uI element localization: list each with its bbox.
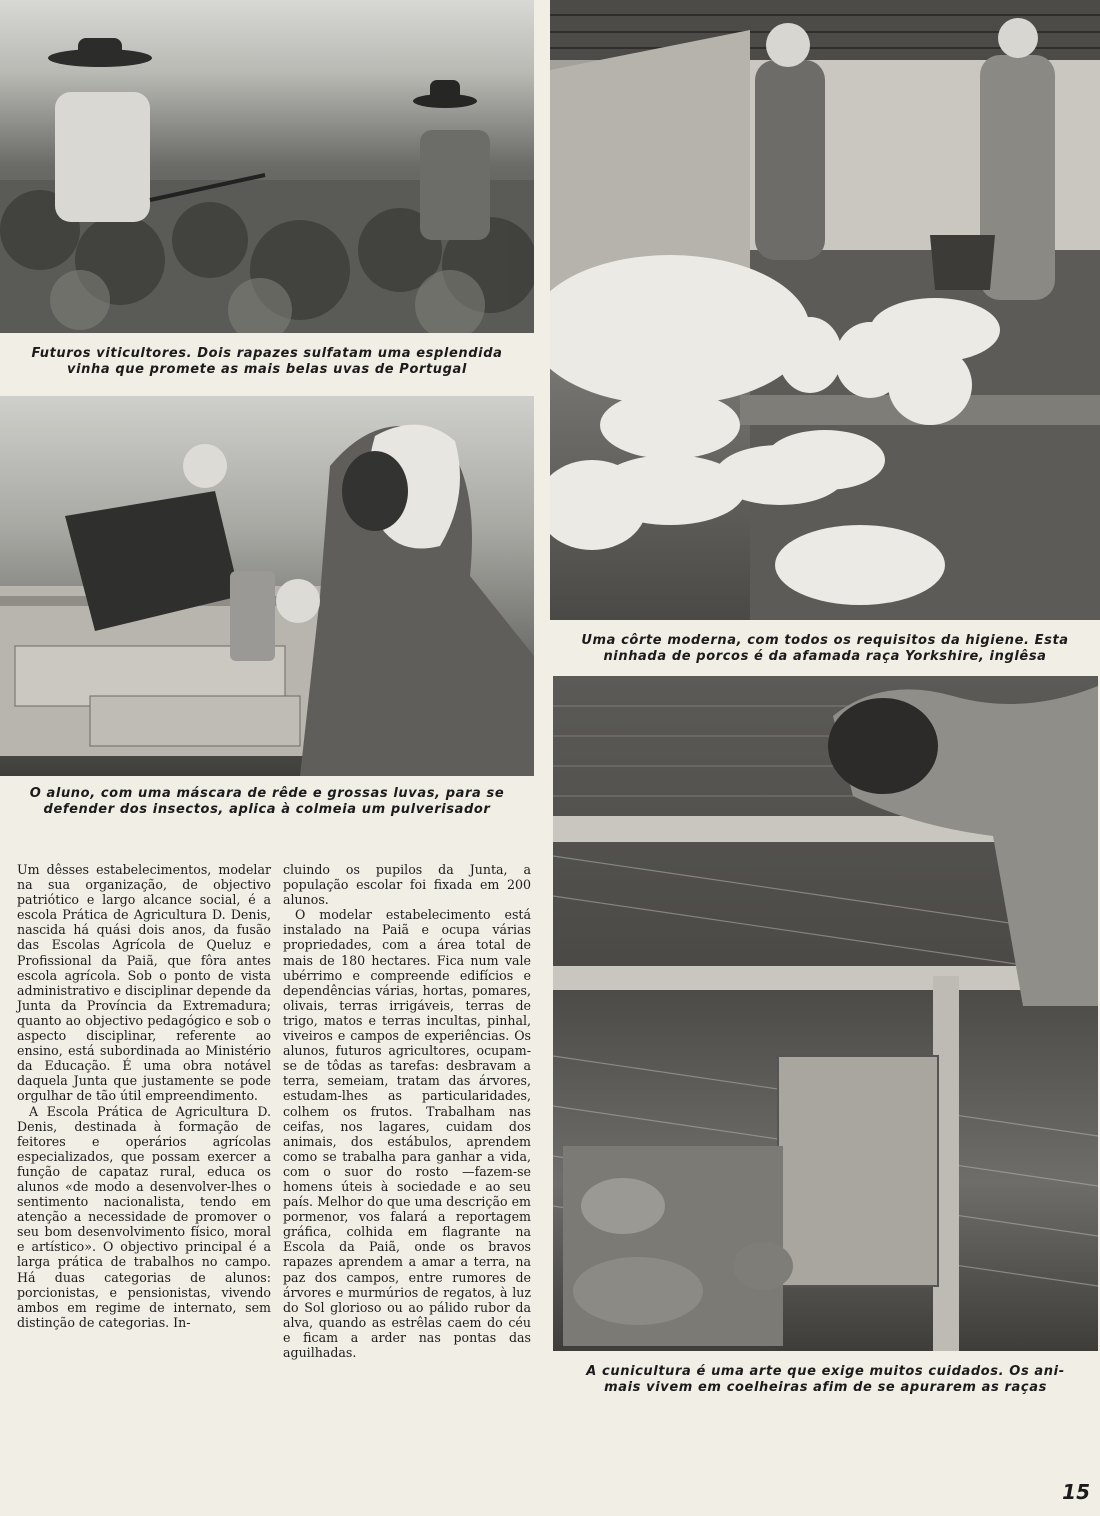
vineyard-illustration bbox=[0, 0, 534, 333]
article-column-1 bbox=[17, 862, 271, 1330]
article-column-2 bbox=[283, 862, 531, 1360]
pigs-illustration bbox=[550, 0, 1100, 620]
pigs-caption: Uma côrte moderna, com todos os requisitos da higiene. Esta ninhada de porcos é da afamada raça Yorkshire, inglêsa bbox=[581, 633, 1069, 664]
article-paragraph: O modelar estabelecimento está instalado na Paiã e ocupa várias propriedades, com a área total de mais de 180 hectares. Fica num vale ubérrimo e compreende edifícios e dependências várias, hortas, pomares, olivais, terras irrigáveis, terras de trigo, matos e terras incultas, pinhal, viveiros e campos de experiências. Os alunos, futuros agricultores, ocupam-se de tôdas as tarefas: desbravam a terra, semeiam, tratam das árvores, estudam-lhes as particularidades, colhem os frutos. Trabalham nas ceifas, nos lagares, cuidam dos animais, dos estábulos, aprendem como se trabalha para ganhar a vida, com o suor do rosto —fazem-se homens úteis à sociedade e ao seu país. Melhor do que uma descrição em pormenor, vos falará a reportagem gráfica, colhida em flagrante na Escola da Paiã, onde os bravos rapazes aprendem a amar a terra, na paz dos campos, entre rumores de árvores e murmúrios de regatos, à luz do Sol glorioso ou ao pálido rubor da alva, quando as estrêlas caem do céu e ficam a arder nas pontas das aguilhadas. bbox=[283, 907, 531, 1360]
rabbits-caption: A cunicultura é uma arte que exige muitos cuidados. Os ani- mais vivem em coelheiras afim de se apurarem as raças bbox=[586, 1364, 1065, 1395]
rabbits-illustration bbox=[553, 676, 1098, 1351]
article-paragraph: A Escola Prática de Agricultura D. Denis, destinada à formação de feitores e operários agrícolas especializados, que possam exercer a função de capataz rural, educa os alunos «de modo a desenvolver-lhes o sentimento nacionalista, tendo em atenção a necessidade de promover o seu bom desenvolvimento físico, moral e artístico». O objectivo principal é a larga prática de trabalhos no campo. Há duas categorias de alunos: porcionistas, e pensionistas, vivendo ambos em regime de internato, sem distinção de categorias. In- bbox=[17, 1103, 271, 1330]
beekeeping-photo bbox=[0, 396, 534, 776]
pigs-photo bbox=[550, 0, 1100, 620]
article-paragraph: cluindo os pupilos da Junta, a população escolar foi fixada em 200 alunos. bbox=[283, 862, 531, 908]
vineyard-photo bbox=[0, 0, 534, 333]
vineyard-caption: Futuros viticultores. Dois rapazes sulfatam uma esplendida vinha que promete as mais belas uvas de Portugal bbox=[31, 346, 503, 377]
article-paragraph: Um dêsses estabelecimentos, modelar na sua organização, de objectivo patriótico e largo alcance social, é a escola Prática de Agricultura D. Denis, nascida há quási dois anos, da fusão das Escolas Agrícola de Queluz e Profissional da Paiã, que fôra antes escola agrícola. Sob o ponto de vista administrativo e disciplinar depende da Junta da Província da Extremadura; quanto ao objectivo pedagógico e sob o aspecto disciplinar, referente ao ensino, está subordinada ao Ministério da Educação. É uma obra notável daquela Junta que justamente se pode orgulhar de tão útil empreendimento. bbox=[17, 862, 271, 1104]
beekeeping-caption: O aluno, com uma máscara de rêde e grossas luvas, para se defender dos insectos, aplica à colmeia um pulverisador bbox=[29, 786, 505, 817]
beekeeping-illustration bbox=[0, 396, 534, 776]
rabbits-photo bbox=[553, 676, 1098, 1351]
page-number: 15 bbox=[1062, 1480, 1090, 1504]
